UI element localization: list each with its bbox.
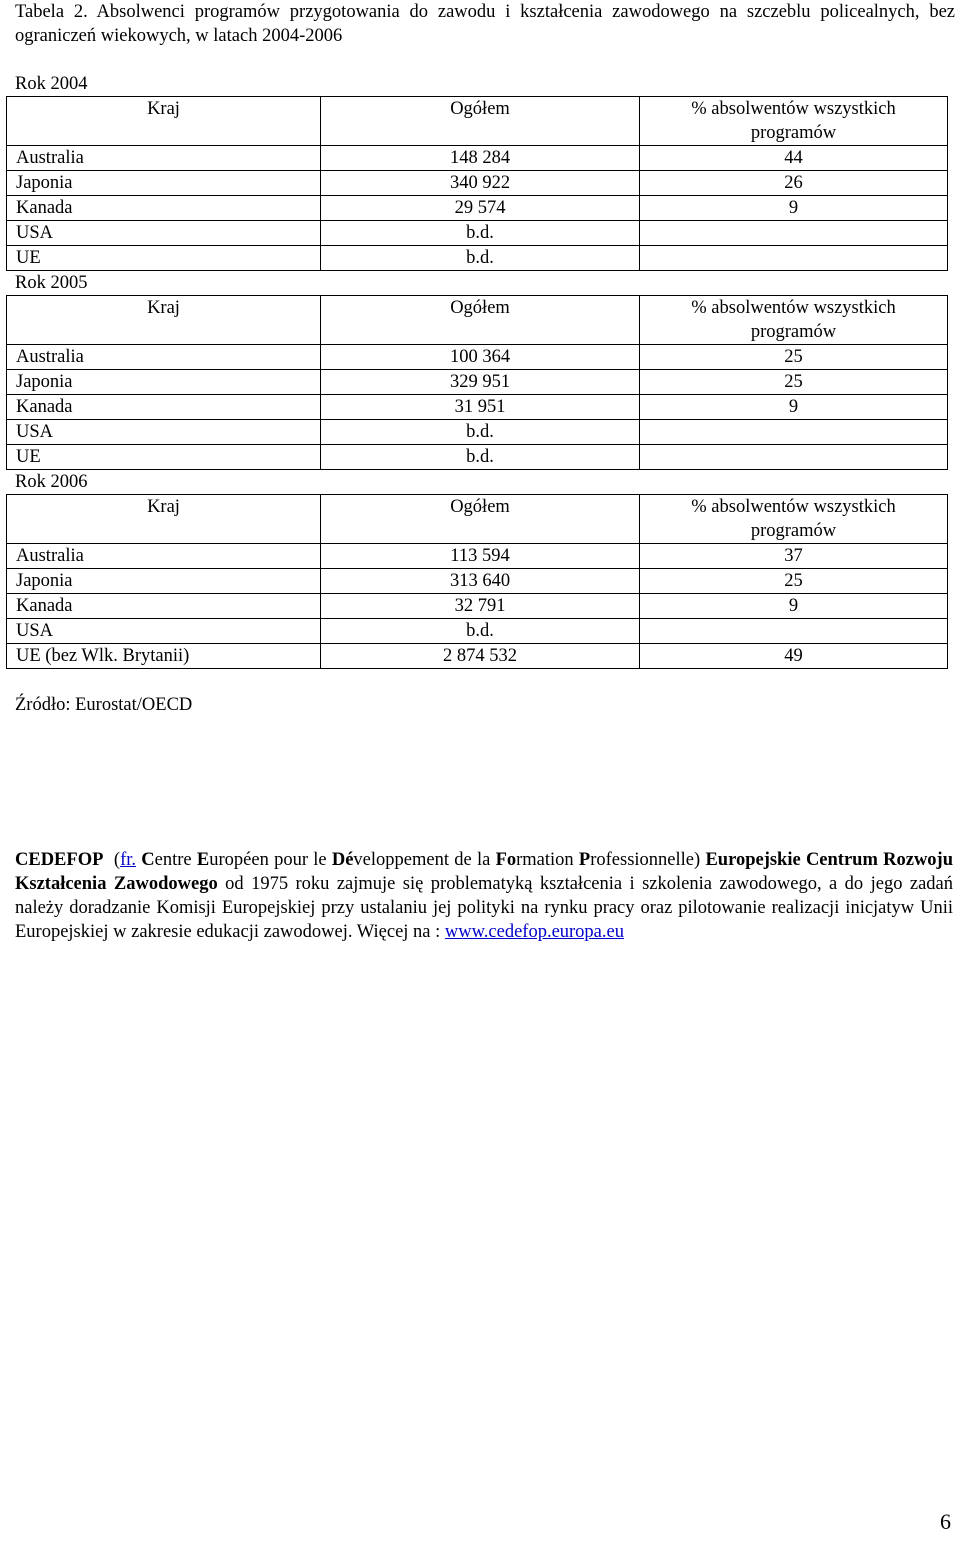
french-name-initial: E	[196, 850, 210, 870]
table-cell: 9	[640, 196, 948, 221]
table-cell: Japonia	[7, 370, 321, 395]
table-header-row	[7, 97, 948, 146]
table-row	[7, 146, 948, 171]
table-cell: 340 922	[321, 171, 640, 196]
table-cell: 31 951	[321, 395, 640, 420]
column-header: Ogółem	[321, 97, 640, 146]
table-row	[7, 569, 948, 594]
table-cell: Kanada	[7, 594, 321, 619]
cedefop-description: od 1975 roku zajmuje się problematyką kształcenia i szkolenia zawodowego, a do jego zadań należy doradzanie Komisji Europejskiej przy ustalaniu jej polityki na rynku pracy oraz pilotowanie realizacji inicjatyw Unii Europejskiej w zakresie edukacji zawodowej. Więcej na :	[15, 874, 954, 942]
column-header: % absolwentów wszystkich programów	[640, 97, 948, 146]
table-cell: 313 640	[321, 569, 640, 594]
column-header: Ogółem	[321, 296, 640, 345]
table-cell	[640, 420, 948, 445]
polish-name: Europejskie Centrum Rozwoju Kształcenia Zawodowego	[15, 850, 954, 894]
year-label: Rok 2004	[15, 74, 88, 94]
table-cell: Australia	[7, 146, 321, 171]
table-cell: Kanada	[7, 196, 321, 221]
table-row	[7, 246, 948, 271]
table-cell: 2 874 532	[321, 644, 640, 669]
french-name-rest: uropéen pour le	[209, 850, 332, 870]
table-row	[7, 420, 948, 445]
column-header: % absolwentów wszystkich programów	[640, 495, 948, 544]
table-row	[7, 196, 948, 221]
french-name-initial: Fo	[495, 850, 517, 870]
table-cell	[640, 619, 948, 644]
source-note: Źródło: Eurostat/OECD	[15, 695, 193, 715]
open-paren: (	[113, 850, 121, 870]
french-name-rest: rofessionnelle)	[590, 850, 701, 870]
french-name-initial: C	[141, 850, 155, 870]
table-cell: 329 951	[321, 370, 640, 395]
table-row	[7, 594, 948, 619]
table-cell: 29 574	[321, 196, 640, 221]
fr-link[interactable]: fr.	[120, 850, 137, 870]
cedefop-note	[15, 848, 953, 944]
table-cell	[640, 221, 948, 246]
table-cell: 37	[640, 544, 948, 569]
table-cell: 100 364	[321, 345, 640, 370]
table-cell: Japonia	[7, 171, 321, 196]
year-label: Rok 2005	[15, 273, 88, 293]
column-header: Kraj	[7, 296, 321, 345]
tables-container	[15, 72, 955, 669]
data-table	[6, 494, 948, 669]
table-cell: b.d.	[321, 221, 640, 246]
table-cell: UE	[7, 445, 321, 470]
table-cell: 148 284	[321, 146, 640, 171]
table-cell: Australia	[7, 544, 321, 569]
table-cell: 44	[640, 146, 948, 171]
table-cell: b.d.	[321, 420, 640, 445]
table-cell: USA	[7, 221, 321, 246]
cedefop-acronym: CEDEFOP	[15, 850, 104, 870]
column-header: Kraj	[7, 495, 321, 544]
cedefop-url-link[interactable]: www.cedefop.europa.eu	[444, 922, 624, 942]
table-cell: 49	[640, 644, 948, 669]
french-name-initial: Dé	[331, 850, 354, 870]
table-header-row	[7, 495, 948, 544]
table-cell: USA	[7, 619, 321, 644]
table-row	[7, 221, 948, 246]
table-cell	[640, 445, 948, 470]
french-name-initial: P	[578, 850, 591, 870]
document-page	[15, 0, 955, 717]
table-row	[7, 619, 948, 644]
table-cell: b.d.	[321, 246, 640, 271]
table-row	[7, 370, 948, 395]
table-row	[7, 544, 948, 569]
french-name-rest: rmation	[516, 850, 579, 870]
table-caption: Tabela 2. Absolwenci programów przygotowania do zawodu i kształcenia zawodowego na szczeblu policealnych, bez ograniczeń wiekowych, w latach 2004-2006	[15, 2, 955, 46]
column-header: Ogółem	[321, 495, 640, 544]
table-cell: 25	[640, 569, 948, 594]
table-cell: Kanada	[7, 395, 321, 420]
table-cell: USA	[7, 420, 321, 445]
table-cell: 9	[640, 594, 948, 619]
page-number: 6	[940, 1509, 951, 1534]
table-cell: UE (bez Wlk. Brytanii)	[7, 644, 321, 669]
year-label: Rok 2006	[15, 472, 88, 492]
table-cell: 25	[640, 345, 948, 370]
table-cell: Australia	[7, 345, 321, 370]
table-cell: 26	[640, 171, 948, 196]
table-row	[7, 445, 948, 470]
table-cell: 25	[640, 370, 948, 395]
column-header: Kraj	[7, 97, 321, 146]
table-row	[7, 395, 948, 420]
table-cell: 9	[640, 395, 948, 420]
table-cell: 113 594	[321, 544, 640, 569]
table-cell: UE	[7, 246, 321, 271]
table-row	[7, 644, 948, 669]
table-cell: b.d.	[321, 619, 640, 644]
table-header-row	[7, 296, 948, 345]
table-cell: Japonia	[7, 569, 321, 594]
table-cell: b.d.	[321, 445, 640, 470]
data-table	[6, 96, 948, 271]
table-cell: 32 791	[321, 594, 640, 619]
french-name	[141, 850, 700, 870]
column-header: % absolwentów wszystkich programów	[640, 296, 948, 345]
table-row	[7, 345, 948, 370]
french-name-rest: veloppement de la	[353, 850, 496, 870]
data-table	[6, 295, 948, 470]
table-cell	[640, 246, 948, 271]
table-row	[7, 171, 948, 196]
french-name-rest: entre	[154, 850, 197, 870]
